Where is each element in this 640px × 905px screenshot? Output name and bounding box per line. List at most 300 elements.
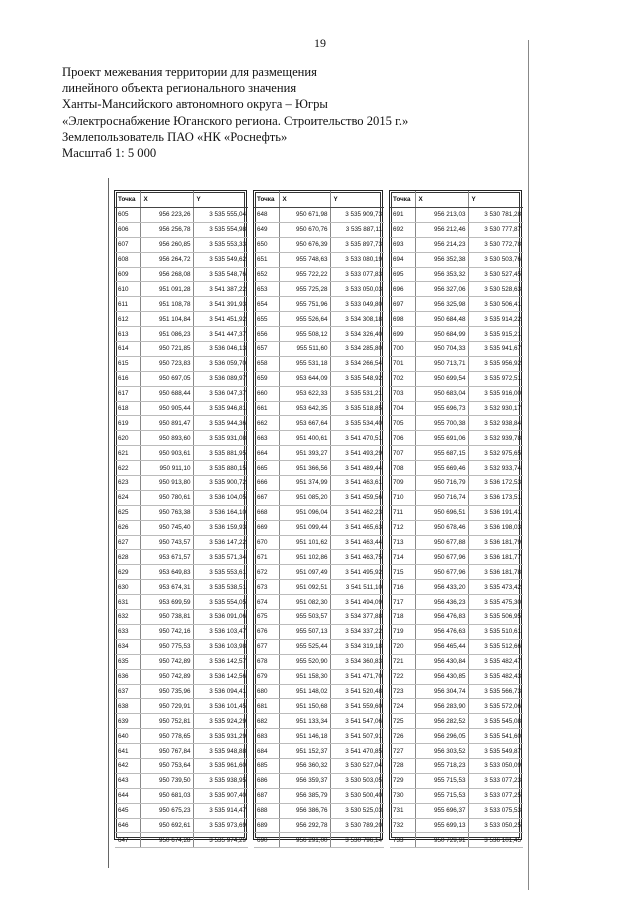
cell-point: 622 bbox=[115, 461, 140, 476]
cell-y: 3 535 473,42 bbox=[468, 580, 523, 595]
table-row bbox=[390, 476, 523, 491]
cell-point: 696 bbox=[390, 282, 415, 297]
cell-x: 956 212,46 bbox=[415, 222, 468, 237]
cell-point: 665 bbox=[254, 461, 279, 476]
cell-point: 686 bbox=[254, 773, 279, 788]
cell-y: 3 541 493,29 bbox=[330, 446, 384, 461]
cell-point: 615 bbox=[115, 356, 140, 371]
cell-x: 950 671,98 bbox=[279, 208, 330, 223]
table-row bbox=[254, 431, 384, 446]
cell-y: 3 530 781,28 bbox=[468, 208, 523, 223]
column-header-x: X bbox=[140, 191, 193, 208]
cell-point: 730 bbox=[390, 788, 415, 803]
cell-y: 3 534 266,54 bbox=[330, 356, 384, 371]
coordinates-table-3 bbox=[389, 190, 522, 844]
cell-x: 951 091,28 bbox=[140, 282, 193, 297]
cell-point: 616 bbox=[115, 371, 140, 386]
cell-point: 716 bbox=[390, 580, 415, 595]
cell-x: 955 531,18 bbox=[279, 356, 330, 371]
cell-x: 950 696,51 bbox=[415, 505, 468, 520]
table-row bbox=[390, 654, 523, 669]
column-header-x: X bbox=[415, 191, 468, 208]
cell-point: 722 bbox=[390, 669, 415, 684]
cell-x: 956 385,79 bbox=[279, 788, 330, 803]
column-header-y: Y bbox=[468, 191, 523, 208]
cell-x: 950 745,40 bbox=[140, 520, 193, 535]
cell-y: 3 535 549,87 bbox=[468, 744, 523, 759]
table-row bbox=[390, 252, 523, 267]
cell-x: 950 891,47 bbox=[140, 416, 193, 431]
cell-x: 956 291,00 bbox=[279, 833, 330, 848]
cell-x: 950 692,61 bbox=[140, 818, 193, 833]
table-row bbox=[390, 550, 523, 565]
cell-y: 3 535 541,60 bbox=[468, 729, 523, 744]
cell-point: 708 bbox=[390, 461, 415, 476]
table-row bbox=[254, 461, 384, 476]
cell-point: 687 bbox=[254, 788, 279, 803]
cell-x: 956 268,08 bbox=[140, 267, 193, 282]
cell-y: 3 535 961,60 bbox=[193, 758, 248, 773]
cell-y: 3 535 915,21 bbox=[468, 327, 523, 342]
cell-y: 3 536 046,13 bbox=[193, 342, 248, 357]
table-row bbox=[390, 833, 523, 848]
cell-x: 956 264,72 bbox=[140, 252, 193, 267]
header-line-scale: Масштаб 1: 5 000 bbox=[62, 146, 157, 161]
table-row bbox=[254, 714, 384, 729]
header-line: «Электроснабжение Юганского региона. Строительство 2015 г.» bbox=[62, 113, 409, 128]
table-header-row bbox=[115, 191, 248, 208]
table-row bbox=[115, 237, 248, 252]
cell-point: 729 bbox=[390, 773, 415, 788]
table-row bbox=[254, 684, 384, 699]
cell-y: 3 535 946,81 bbox=[193, 401, 248, 416]
table-row bbox=[115, 208, 248, 223]
cell-point: 679 bbox=[254, 669, 279, 684]
table-row bbox=[115, 744, 248, 759]
table-row bbox=[115, 714, 248, 729]
cell-x: 956 213,03 bbox=[415, 208, 468, 223]
cell-point: 678 bbox=[254, 654, 279, 669]
table-row bbox=[115, 490, 248, 505]
cell-x: 950 780,61 bbox=[140, 490, 193, 505]
cell-point: 720 bbox=[390, 639, 415, 654]
cell-x: 951 104,84 bbox=[140, 312, 193, 327]
cell-x: 950 739,50 bbox=[140, 773, 193, 788]
cell-point: 662 bbox=[254, 416, 279, 431]
cell-y: 3 536 181,79 bbox=[468, 535, 523, 550]
table-row bbox=[115, 327, 248, 342]
cell-y: 3 535 931,29 bbox=[193, 729, 248, 744]
cell-point: 651 bbox=[254, 252, 279, 267]
margin-rule-right bbox=[528, 40, 529, 890]
cell-x: 950 753,64 bbox=[140, 758, 193, 773]
table-row bbox=[254, 342, 384, 357]
table-row bbox=[115, 803, 248, 818]
cell-point: 613 bbox=[115, 327, 140, 342]
cell-x: 956 353,32 bbox=[415, 267, 468, 282]
cell-y: 3 532 933,74 bbox=[468, 461, 523, 476]
table-row bbox=[254, 565, 384, 580]
table-row bbox=[390, 624, 523, 639]
cell-y: 3 533 077,25 bbox=[468, 788, 523, 803]
table-row bbox=[115, 669, 248, 684]
cell-point: 705 bbox=[390, 416, 415, 431]
cell-x: 955 715,53 bbox=[415, 788, 468, 803]
cell-point: 610 bbox=[115, 282, 140, 297]
table-row bbox=[254, 312, 384, 327]
cell-point: 647 bbox=[115, 833, 140, 848]
cell-x: 953 644,09 bbox=[279, 371, 330, 386]
cell-y: 3 535 881,95 bbox=[193, 446, 248, 461]
cell-x: 956 359,37 bbox=[279, 773, 330, 788]
cell-y: 3 532 930,17 bbox=[468, 401, 523, 416]
cell-y: 3 535 924,29 bbox=[193, 714, 248, 729]
cell-point: 666 bbox=[254, 476, 279, 491]
cell-point: 685 bbox=[254, 758, 279, 773]
cell-x: 950 713,71 bbox=[415, 356, 468, 371]
table-row bbox=[115, 580, 248, 595]
cell-y: 3 536 089,97 bbox=[193, 371, 248, 386]
cell-x: 953 671,57 bbox=[140, 550, 193, 565]
table-row bbox=[115, 386, 248, 401]
cell-y: 3 533 075,53 bbox=[468, 803, 523, 818]
cell-point: 682 bbox=[254, 714, 279, 729]
cell-y: 3 541 462,23 bbox=[330, 505, 384, 520]
table-row bbox=[115, 639, 248, 654]
cell-point: 611 bbox=[115, 297, 140, 312]
cell-x: 950 688,44 bbox=[140, 386, 193, 401]
cell-point: 620 bbox=[115, 431, 140, 446]
table-row bbox=[390, 788, 523, 803]
column-header-point: Точка bbox=[115, 191, 140, 208]
cell-x: 955 748,63 bbox=[279, 252, 330, 267]
cell-x: 951 096,04 bbox=[279, 505, 330, 520]
table-row bbox=[390, 490, 523, 505]
table-row bbox=[390, 371, 523, 386]
cell-x: 950 742,89 bbox=[140, 669, 193, 684]
table-row bbox=[390, 208, 523, 223]
table-row bbox=[390, 401, 523, 416]
cell-point: 644 bbox=[115, 788, 140, 803]
cell-point: 617 bbox=[115, 386, 140, 401]
cell-y: 3 532 975,65 bbox=[468, 446, 523, 461]
cell-y: 3 535 482,43 bbox=[468, 669, 523, 684]
cell-point: 606 bbox=[115, 222, 140, 237]
table-row bbox=[254, 758, 384, 773]
table-row bbox=[390, 744, 523, 759]
cell-point: 723 bbox=[390, 684, 415, 699]
table-row bbox=[254, 624, 384, 639]
cell-x: 950 775,53 bbox=[140, 639, 193, 654]
cell-y: 3 535 553,33 bbox=[193, 237, 248, 252]
cell-point: 618 bbox=[115, 401, 140, 416]
cell-y: 3 541 494,09 bbox=[330, 595, 384, 610]
cell-x: 950 723,83 bbox=[140, 356, 193, 371]
table-row bbox=[390, 699, 523, 714]
cell-y: 3 541 451,92 bbox=[193, 312, 248, 327]
table-row bbox=[254, 237, 384, 252]
table-row bbox=[390, 520, 523, 535]
table-row bbox=[254, 401, 384, 416]
table-row bbox=[390, 222, 523, 237]
cell-x: 956 430,85 bbox=[415, 669, 468, 684]
cell-point: 639 bbox=[115, 714, 140, 729]
column-header-point: Точка bbox=[254, 191, 279, 208]
cell-y: 3 536 091,06 bbox=[193, 610, 248, 625]
cell-x: 950 729,91 bbox=[415, 833, 468, 848]
table-row bbox=[115, 416, 248, 431]
table-row bbox=[115, 371, 248, 386]
cell-x: 951 086,23 bbox=[140, 327, 193, 342]
table-row bbox=[254, 476, 384, 491]
header-line: линейного объекта регионального значения bbox=[62, 81, 297, 96]
cell-x: 955 503,57 bbox=[279, 610, 330, 625]
table-row bbox=[115, 505, 248, 520]
table-row bbox=[254, 222, 384, 237]
cell-point: 692 bbox=[390, 222, 415, 237]
table-row bbox=[390, 684, 523, 699]
cell-point: 656 bbox=[254, 327, 279, 342]
table-row bbox=[115, 446, 248, 461]
cell-y: 3 536 103,98 bbox=[193, 639, 248, 654]
table-row bbox=[254, 744, 384, 759]
table-row bbox=[390, 535, 523, 550]
cell-x: 956 476,63 bbox=[415, 624, 468, 639]
cell-x: 951 092,51 bbox=[279, 580, 330, 595]
cell-x: 956 292,78 bbox=[279, 818, 330, 833]
cell-y: 3 535 900,72 bbox=[193, 476, 248, 491]
table-1 bbox=[115, 191, 248, 848]
cell-point: 628 bbox=[115, 550, 140, 565]
cell-y: 3 535 534,40 bbox=[330, 416, 384, 431]
table-row bbox=[254, 327, 384, 342]
cell-point: 653 bbox=[254, 282, 279, 297]
cell-y: 3 541 387,22 bbox=[193, 282, 248, 297]
cell-y: 3 536 104,05 bbox=[193, 490, 248, 505]
cell-point: 664 bbox=[254, 446, 279, 461]
cell-y: 3 536 181,78 bbox=[468, 565, 523, 580]
cell-point: 693 bbox=[390, 237, 415, 252]
cell-y: 3 535 907,40 bbox=[193, 788, 248, 803]
table-row bbox=[390, 639, 523, 654]
cell-point: 635 bbox=[115, 654, 140, 669]
cell-y: 3 535 914,22 bbox=[468, 312, 523, 327]
table-row bbox=[254, 490, 384, 505]
cell-y: 3 536 142,56 bbox=[193, 669, 248, 684]
table-header-row bbox=[390, 191, 523, 208]
cell-point: 676 bbox=[254, 624, 279, 639]
table-row bbox=[390, 342, 523, 357]
cell-x: 955 699,13 bbox=[415, 818, 468, 833]
cell-x: 951 099,44 bbox=[279, 520, 330, 535]
cell-point: 707 bbox=[390, 446, 415, 461]
cell-y: 3 541 463,44 bbox=[330, 535, 384, 550]
cell-x: 956 476,83 bbox=[415, 610, 468, 625]
cell-y: 3 536 047,37 bbox=[193, 386, 248, 401]
table-row bbox=[115, 431, 248, 446]
cell-point: 691 bbox=[390, 208, 415, 223]
table-row bbox=[115, 729, 248, 744]
cell-y: 3 535 566,73 bbox=[468, 684, 523, 699]
cell-x: 950 716,79 bbox=[415, 476, 468, 491]
cell-y: 3 536 147,22 bbox=[193, 535, 248, 550]
cell-point: 638 bbox=[115, 699, 140, 714]
table-row bbox=[390, 669, 523, 684]
table-row bbox=[115, 461, 248, 476]
cell-y: 3 534 377,88 bbox=[330, 610, 384, 625]
cell-y: 3 530 525,03 bbox=[330, 803, 384, 818]
cell-x: 955 687,15 bbox=[415, 446, 468, 461]
table-row bbox=[115, 550, 248, 565]
cell-point: 631 bbox=[115, 595, 140, 610]
table-row bbox=[115, 595, 248, 610]
cell-x: 950 913,80 bbox=[140, 476, 193, 491]
table-row bbox=[115, 565, 248, 580]
cell-point: 733 bbox=[390, 833, 415, 848]
cell-x: 950 716,74 bbox=[415, 490, 468, 505]
table-row bbox=[115, 401, 248, 416]
table-row bbox=[254, 654, 384, 669]
table-row bbox=[254, 371, 384, 386]
cell-point: 608 bbox=[115, 252, 140, 267]
cell-y: 3 541 495,92 bbox=[330, 565, 384, 580]
cell-y: 3 530 777,87 bbox=[468, 222, 523, 237]
table-row bbox=[390, 714, 523, 729]
cell-y: 3 535 916,00 bbox=[468, 386, 523, 401]
table-3 bbox=[390, 191, 523, 848]
cell-x: 956 303,52 bbox=[415, 744, 468, 759]
cell-x: 950 681,03 bbox=[140, 788, 193, 803]
table-row bbox=[254, 520, 384, 535]
table-row bbox=[254, 282, 384, 297]
cell-point: 731 bbox=[390, 803, 415, 818]
table-row bbox=[115, 773, 248, 788]
cell-y: 3 535 545,08 bbox=[468, 714, 523, 729]
cell-point: 714 bbox=[390, 550, 415, 565]
cell-x: 955 725,28 bbox=[279, 282, 330, 297]
table-row bbox=[115, 282, 248, 297]
cell-x: 950 763,38 bbox=[140, 505, 193, 520]
cell-y: 3 535 512,66 bbox=[468, 639, 523, 654]
cell-point: 643 bbox=[115, 773, 140, 788]
cell-x: 951 374,99 bbox=[279, 476, 330, 491]
cell-point: 640 bbox=[115, 729, 140, 744]
table-row bbox=[390, 312, 523, 327]
cell-point: 627 bbox=[115, 535, 140, 550]
cell-y: 3 533 080,19 bbox=[330, 252, 384, 267]
cell-y: 3 533 077,83 bbox=[330, 267, 384, 282]
cell-y: 3 535 938,95 bbox=[193, 773, 248, 788]
table-row bbox=[254, 252, 384, 267]
table-row bbox=[254, 639, 384, 654]
cell-y: 3 533 050,03 bbox=[330, 282, 384, 297]
table-row bbox=[115, 312, 248, 327]
cell-point: 690 bbox=[254, 833, 279, 848]
cell-point: 715 bbox=[390, 565, 415, 580]
cell-point: 630 bbox=[115, 580, 140, 595]
table-row bbox=[254, 595, 384, 610]
cell-y: 3 535 548,76 bbox=[193, 267, 248, 282]
cell-y: 3 535 941,67 bbox=[468, 342, 523, 357]
cell-point: 633 bbox=[115, 624, 140, 639]
table-row bbox=[115, 252, 248, 267]
cell-x: 953 674,31 bbox=[140, 580, 193, 595]
cell-y: 3 533 050,25 bbox=[468, 818, 523, 833]
cell-y: 3 535 948,88 bbox=[193, 744, 248, 759]
table-row bbox=[254, 833, 384, 848]
cell-y: 3 535 887,11 bbox=[330, 222, 384, 237]
cell-point: 663 bbox=[254, 431, 279, 446]
cell-x: 955 722,22 bbox=[279, 267, 330, 282]
cell-x: 956 304,74 bbox=[415, 684, 468, 699]
table-row bbox=[254, 788, 384, 803]
cell-y: 3 541 520,48 bbox=[330, 684, 384, 699]
cell-y: 3 536 101,45 bbox=[468, 833, 523, 848]
cell-point: 650 bbox=[254, 237, 279, 252]
cell-x: 951 097,49 bbox=[279, 565, 330, 580]
table-row bbox=[115, 267, 248, 282]
cell-y: 3 541 470,51 bbox=[330, 431, 384, 446]
coordinates-tables bbox=[110, 190, 527, 844]
cell-point: 646 bbox=[115, 818, 140, 833]
cell-point: 680 bbox=[254, 684, 279, 699]
cell-x: 953 622,33 bbox=[279, 386, 330, 401]
cell-x: 951 148,02 bbox=[279, 684, 330, 699]
cell-y: 3 541 391,93 bbox=[193, 297, 248, 312]
column-header-x: X bbox=[279, 191, 330, 208]
cell-point: 605 bbox=[115, 208, 140, 223]
cell-point: 697 bbox=[390, 297, 415, 312]
cell-y: 3 536 164,10 bbox=[193, 505, 248, 520]
cell-y: 3 535 549,62 bbox=[193, 252, 248, 267]
cell-point: 710 bbox=[390, 490, 415, 505]
table-row bbox=[115, 654, 248, 669]
cell-x: 951 085,20 bbox=[279, 490, 330, 505]
cell-x: 956 260,85 bbox=[140, 237, 193, 252]
cell-point: 621 bbox=[115, 446, 140, 461]
cell-y: 3 535 518,85 bbox=[330, 401, 384, 416]
cell-y: 3 530 772,78 bbox=[468, 237, 523, 252]
cell-y: 3 541 559,60 bbox=[330, 699, 384, 714]
cell-point: 609 bbox=[115, 267, 140, 282]
table-row bbox=[254, 773, 384, 788]
cell-point: 624 bbox=[115, 490, 140, 505]
cell-point: 719 bbox=[390, 624, 415, 639]
cell-x: 955 718,23 bbox=[415, 758, 468, 773]
cell-x: 950 684,99 bbox=[415, 327, 468, 342]
cell-point: 717 bbox=[390, 595, 415, 610]
table-row bbox=[390, 431, 523, 446]
cell-y: 3 541 547,06 bbox=[330, 714, 384, 729]
cell-x: 956 325,98 bbox=[415, 297, 468, 312]
cell-y: 3 535 553,61 bbox=[193, 565, 248, 580]
cell-point: 700 bbox=[390, 342, 415, 357]
cell-x: 950 699,54 bbox=[415, 371, 468, 386]
cell-point: 699 bbox=[390, 327, 415, 342]
cell-y: 3 536 101,45 bbox=[193, 699, 248, 714]
cell-x: 950 911,10 bbox=[140, 461, 193, 476]
cell-point: 718 bbox=[390, 610, 415, 625]
cell-x: 955 691,06 bbox=[415, 431, 468, 446]
table-row bbox=[254, 610, 384, 625]
cell-point: 702 bbox=[390, 371, 415, 386]
cell-point: 660 bbox=[254, 386, 279, 401]
cell-point: 711 bbox=[390, 505, 415, 520]
cell-y: 3 536 181,77 bbox=[468, 550, 523, 565]
cell-point: 681 bbox=[254, 699, 279, 714]
cell-x: 951 152,37 bbox=[279, 744, 330, 759]
cell-point: 695 bbox=[390, 267, 415, 282]
